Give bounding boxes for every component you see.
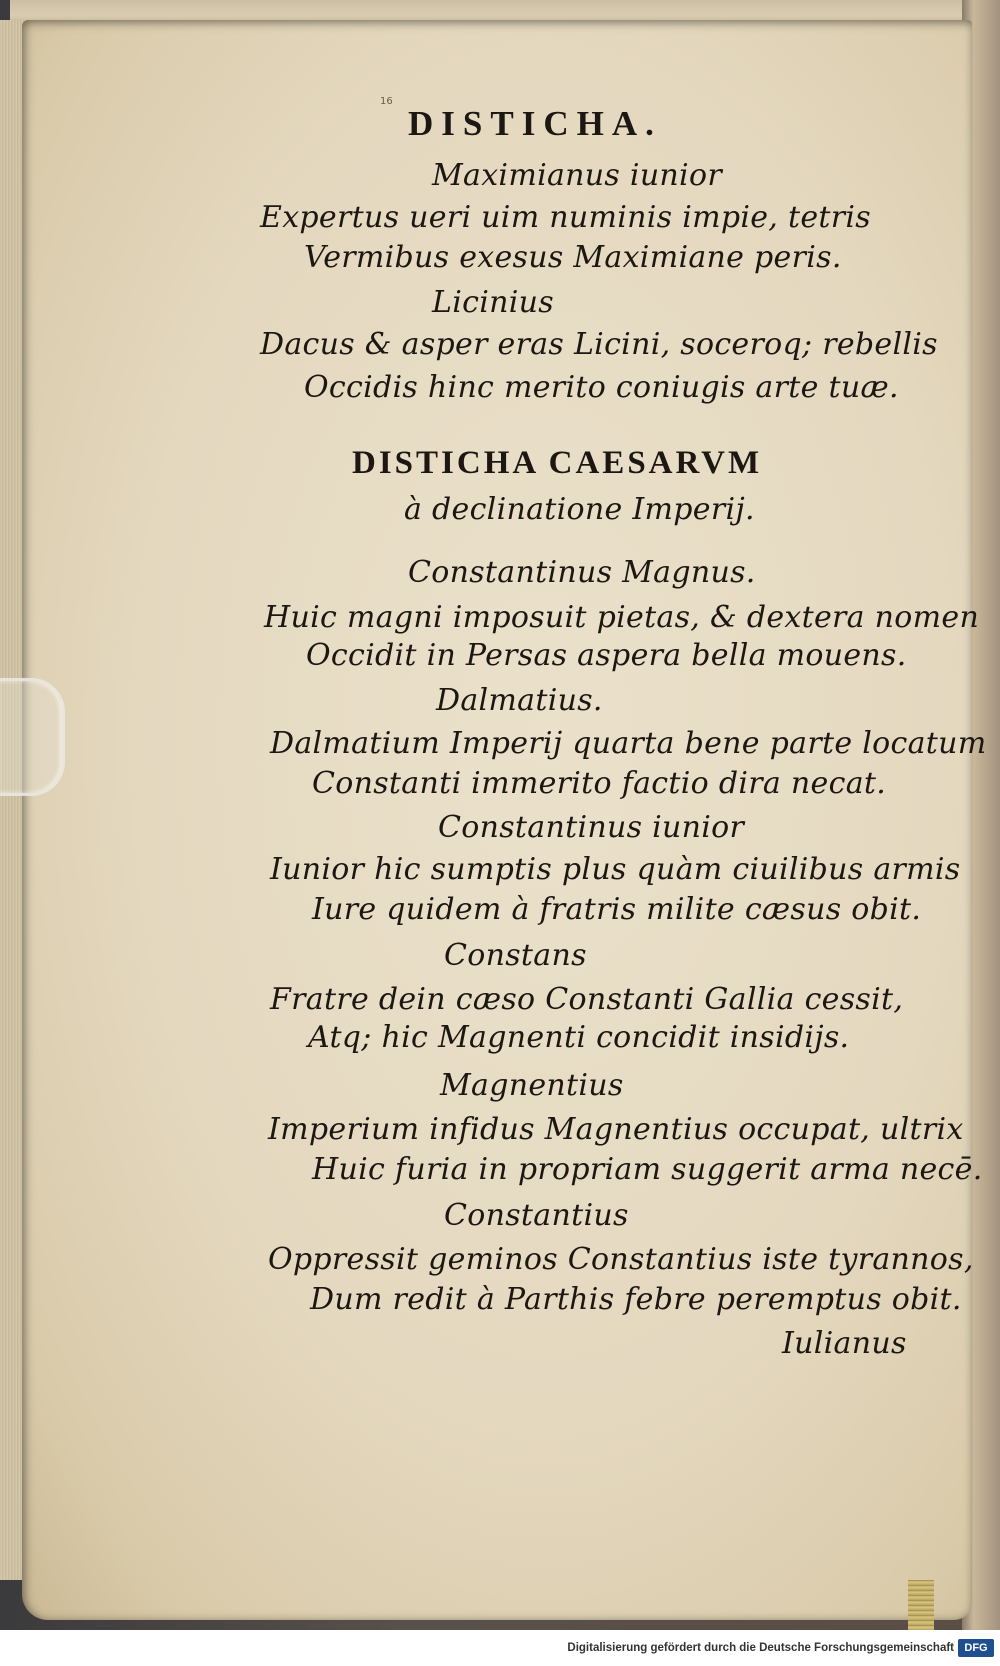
- verse-line: Dum redit à Parthis febre peremptus obit.: [310, 1282, 962, 1317]
- name-line: Magnentius: [440, 1068, 624, 1103]
- verse-line: Dalmatium Imperij quarta bene parte locatum: [270, 726, 987, 761]
- verse-line: Vermibus exesus Maximiane peris.: [304, 240, 842, 275]
- name-line: Licinius: [432, 285, 554, 320]
- verse-line: Huic magni imposuit pietas, & dextera nomen: [264, 600, 980, 635]
- verse-line: Constanti immerito factio dira necat.: [312, 766, 887, 801]
- verse-line: Expertus ueri uim numinis impie, tetris: [260, 200, 871, 235]
- name-line: Maximianus iunior: [432, 158, 722, 193]
- verse-line: Fratre dein cæso Constanti Gallia cessit,: [270, 982, 904, 1017]
- verse-line: Occidit in Persas aspera bella mouens.: [306, 638, 907, 673]
- heading-disticha-caesarum: DISTICHA CAESARVM: [352, 445, 763, 481]
- verse-line: Iunior hic sumptis plus quàm ciuilibus armis: [270, 852, 961, 887]
- verse-line: Huic furia in propriam suggerit arma necē.: [312, 1152, 983, 1187]
- verse-line: Atq; hic Magnenti concidit insidijs.: [308, 1020, 850, 1055]
- name-line: Constans: [444, 938, 587, 973]
- catchword: Iulianus: [782, 1326, 907, 1361]
- verse-line: Imperium infidus Magnentius occupat, ultrix: [268, 1112, 964, 1147]
- footer-bar: [0, 1630, 1000, 1666]
- verse-line: Iure quidem à fratris milite cæsus obit.: [312, 892, 922, 927]
- name-line: Constantinus iunior: [438, 810, 745, 845]
- name-line: Constantinus Magnus.: [408, 555, 756, 590]
- verse-line: Occidis hinc merito coniugis arte tuæ.: [304, 370, 899, 405]
- name-line: Dalmatius.: [436, 683, 603, 718]
- heading-subtitle: à declinatione Imperij.: [404, 492, 755, 527]
- dfg-logo[interactable]: DFG: [958, 1639, 994, 1657]
- name-line: Constantius: [444, 1198, 629, 1233]
- verse-line: Oppressit geminos Constantius iste tyrannos,: [268, 1242, 974, 1277]
- verse-line: Dacus & asper eras Licini, soceroq; rebellis: [260, 327, 938, 362]
- funding-notice: Digitalisierung gefördert durch die Deutsche Forschungsgemeinschaft: [567, 1642, 954, 1654]
- folio-number: 16: [380, 96, 393, 107]
- heading-disticha: DISTICHA.: [408, 104, 662, 143]
